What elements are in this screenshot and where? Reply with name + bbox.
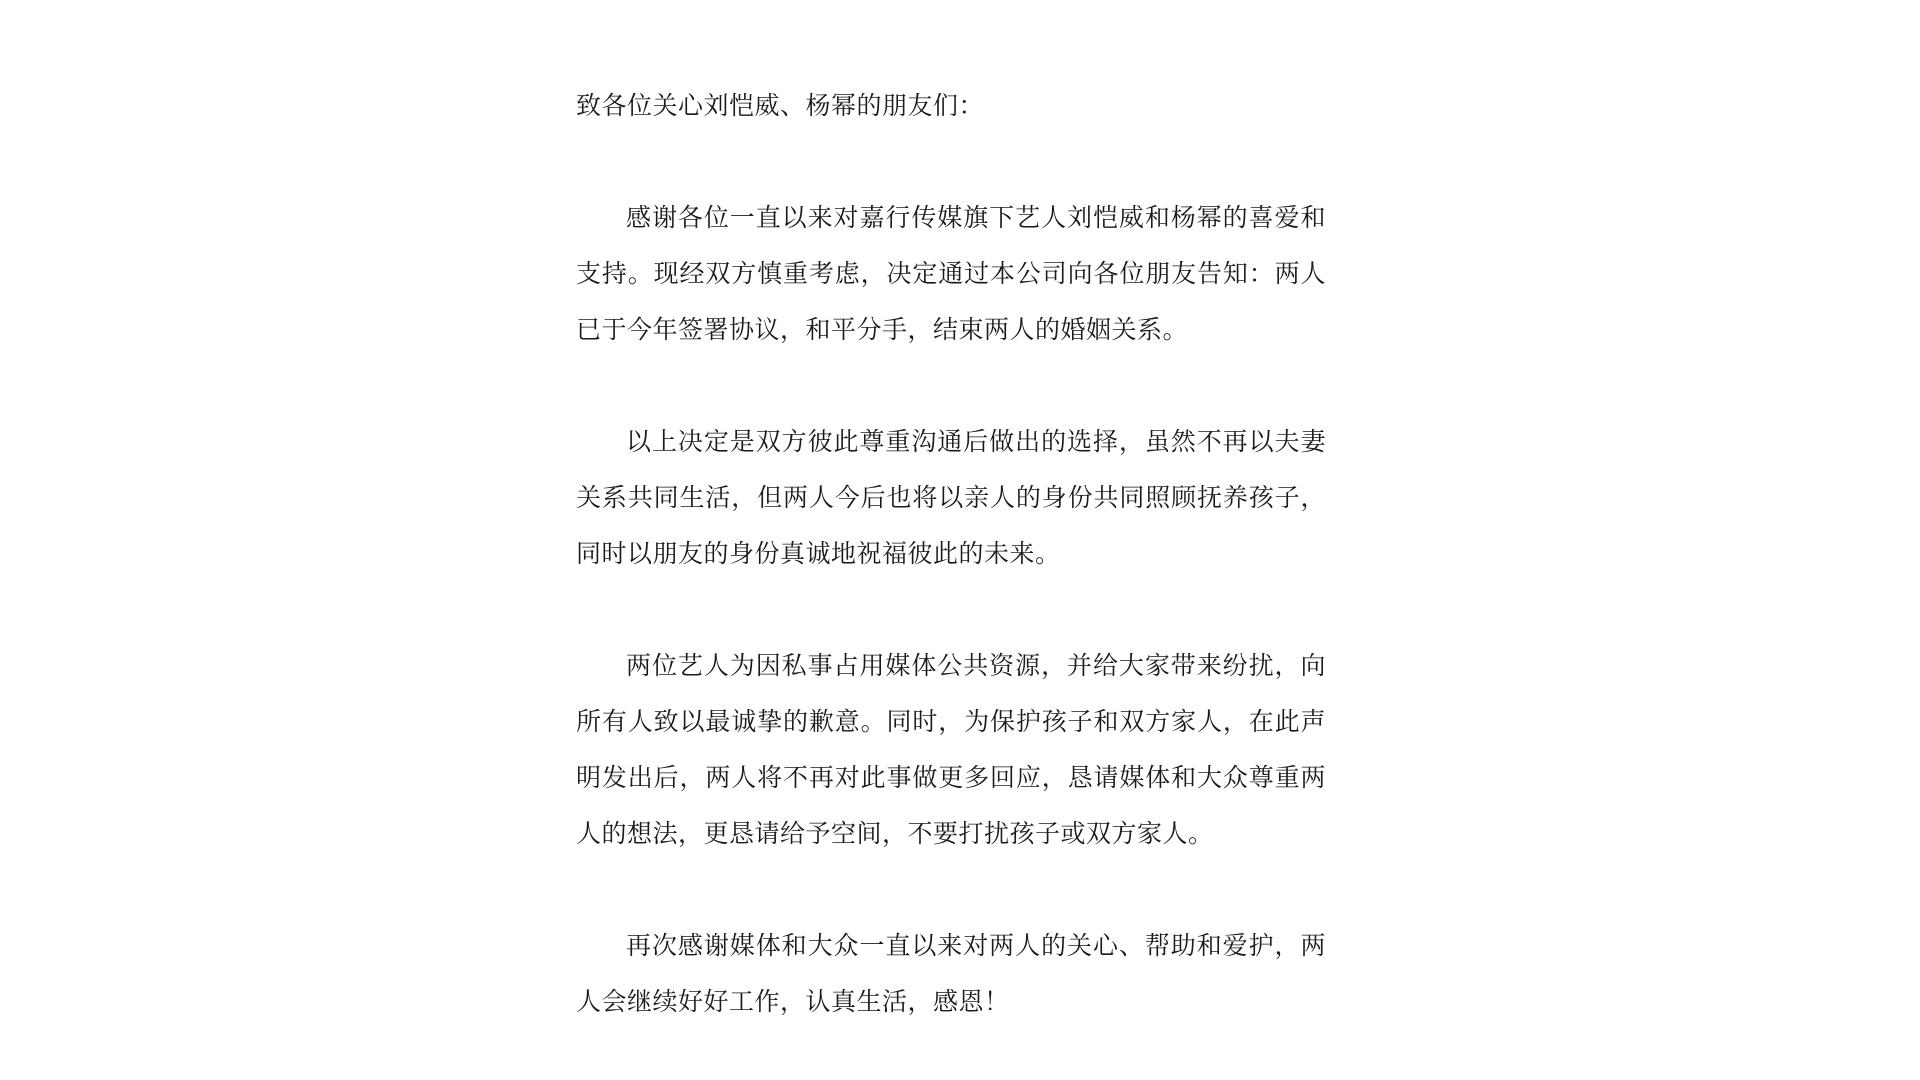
paragraph-apology: 两位艺人为因私事占用媒体公共资源，并给大家带来纷扰，向所有人致以最诚挚的歉意。同时，为保护孩子和双方家人，在此声明发出后，两人将不再对此事做更多回应，恳请媒体和大众尊重两人的想法，更恳请给予空间，不要打扰孩子或双方家人。 [576, 651, 1326, 848]
statement-document [576, 78, 1326, 1030]
letter-greeting: 致各位关心刘恺威、杨幂的朋友们： [576, 91, 985, 120]
paragraph-closing: 再次感谢媒体和大众一直以来对两人的关心、帮助和爱护，两人会继续好好工作，认真生活，感恩！ [576, 931, 1326, 1016]
paragraph-thanks-announcement: 感谢各位一直以来对嘉行传媒旗下艺人刘恺威和杨幂的喜爱和支持。现经双方慎重考虑，决定通过本公司向各位朋友告知：两人已于今年签署协议，和平分手，结束两人的婚姻关系。 [576, 203, 1326, 344]
paragraph-decision: 以上决定是双方彼此尊重沟通后做出的选择，虽然不再以夫妻关系共同生活，但两人今后也将以亲人的身份共同照顾抚养孩子，同时以朋友的身份真诚地祝福彼此的未来。 [576, 427, 1326, 568]
